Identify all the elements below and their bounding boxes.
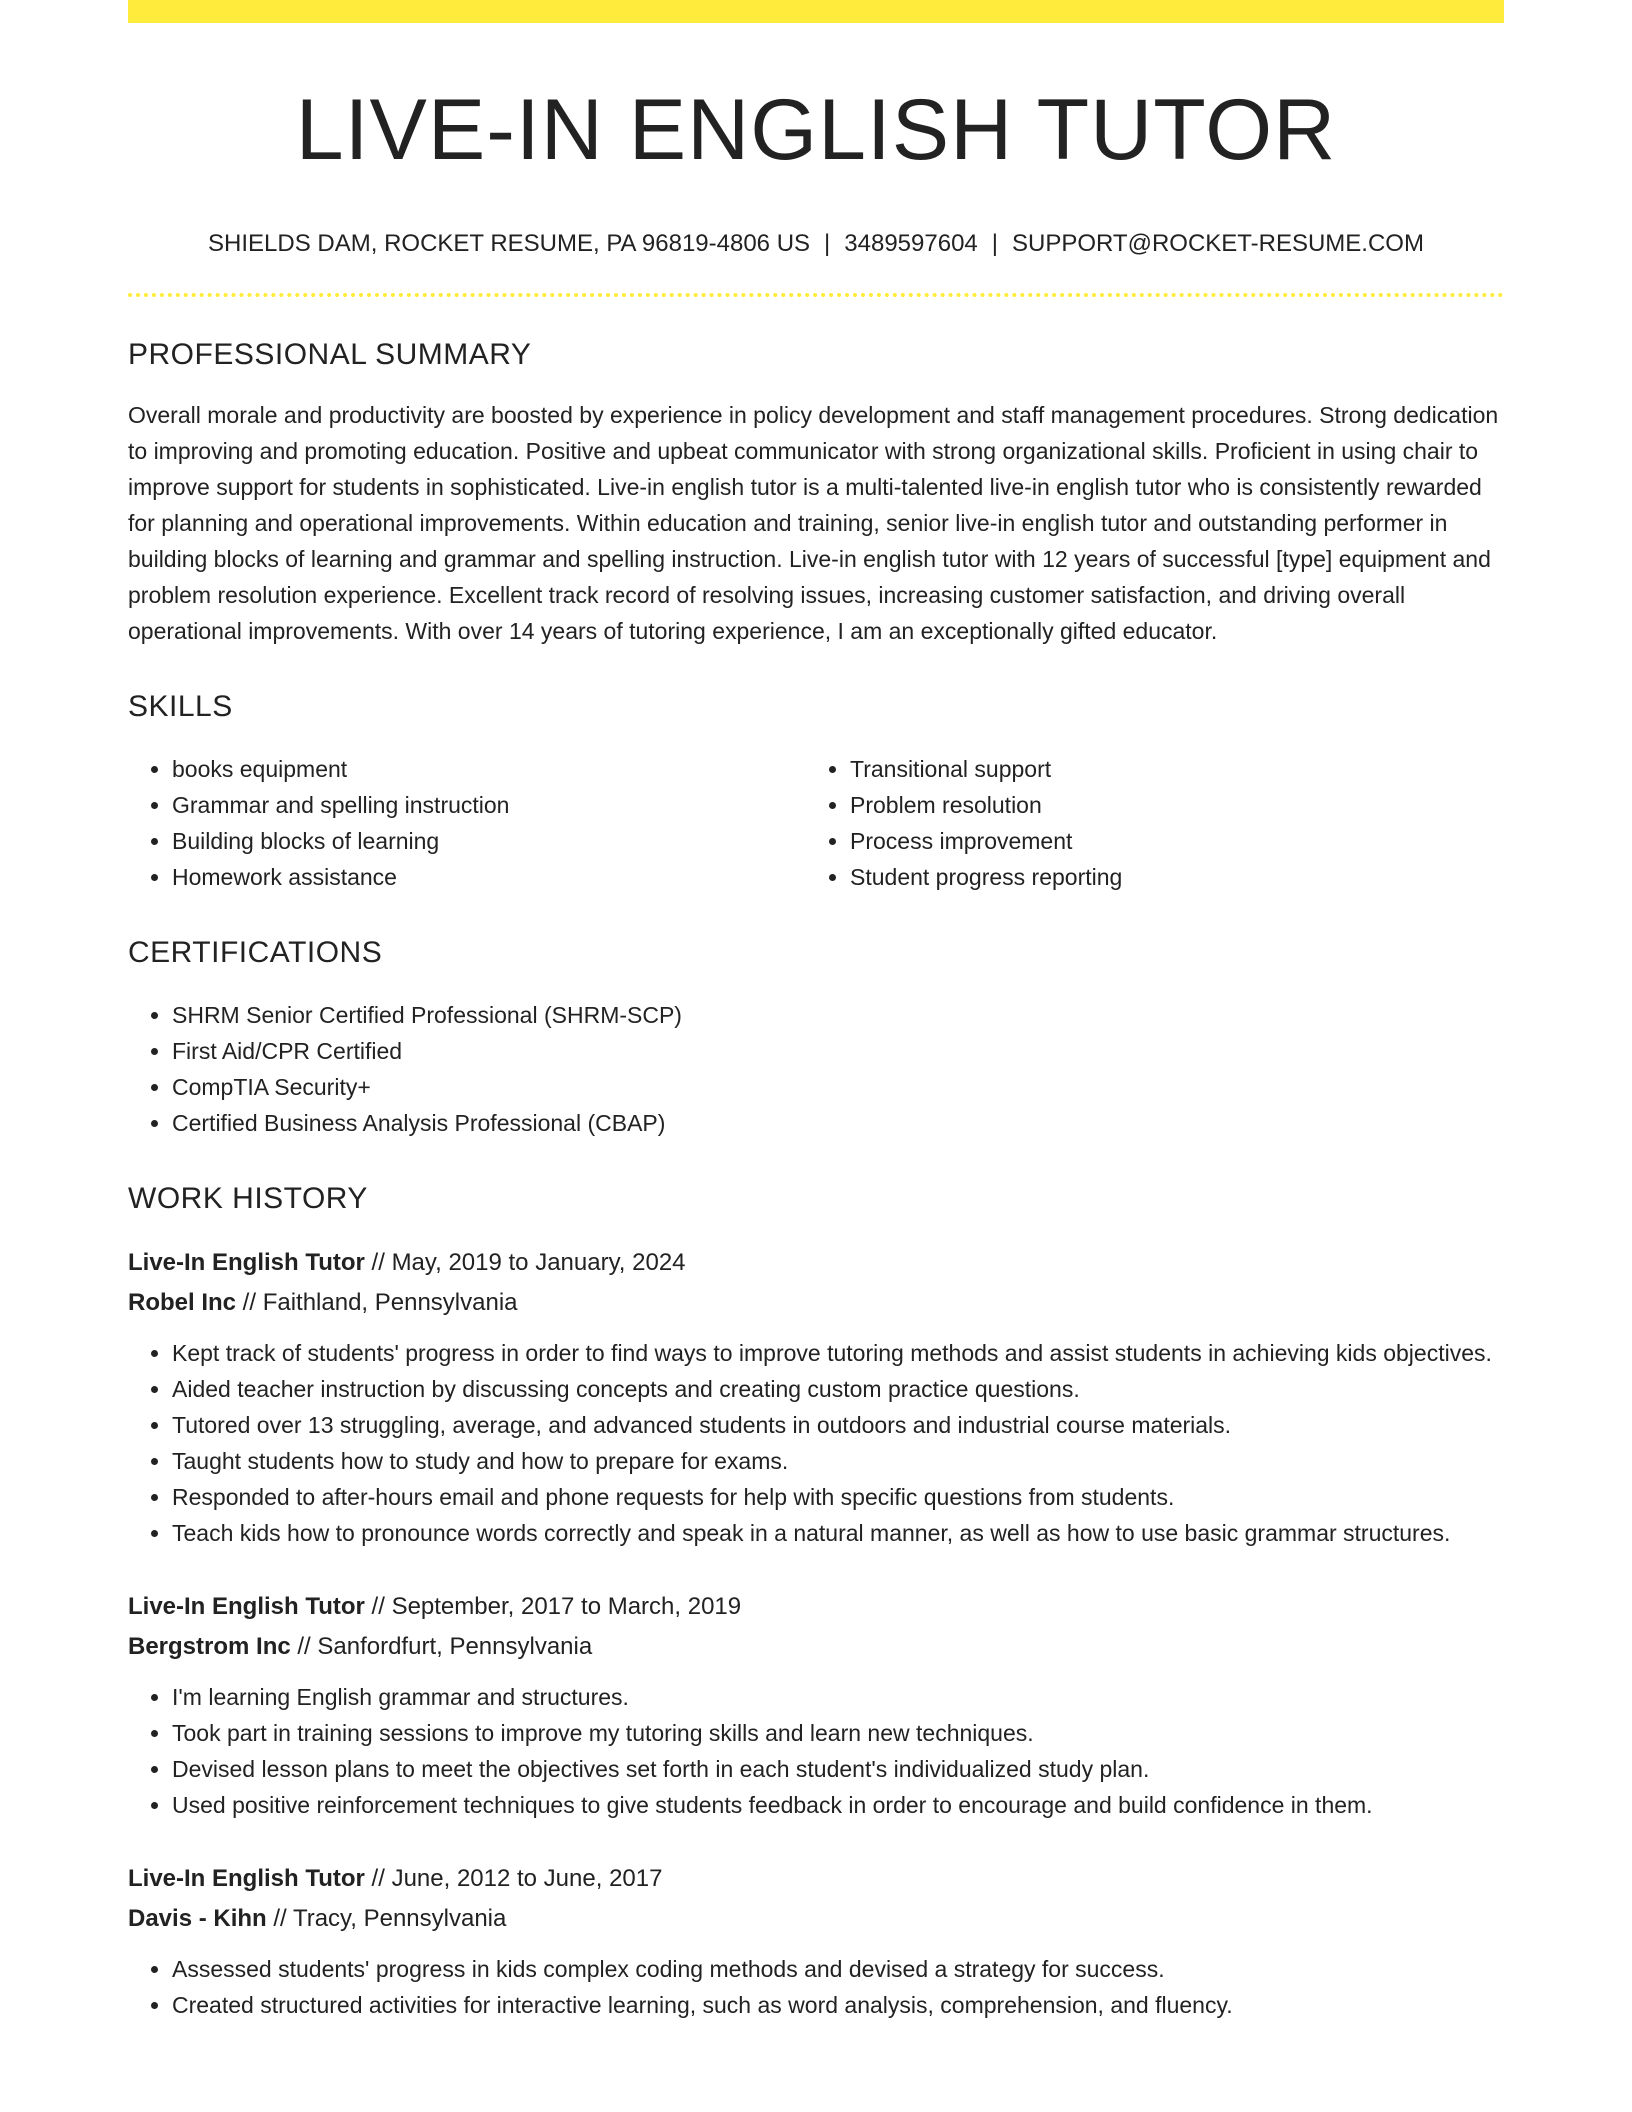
skill-item: • books equipment bbox=[172, 751, 806, 787]
skill-item: • Process improvement bbox=[850, 823, 1484, 859]
skill-item: • Building blocks of learning bbox=[172, 823, 806, 859]
job-bullet: • Used positive reinforcement techniques to give students feedback in order to encourage and build confidence in them. bbox=[172, 1787, 1504, 1823]
resume-title: LIVE-IN ENGLISH TUTOR bbox=[295, 82, 1337, 178]
skill-item: • Problem resolution bbox=[850, 787, 1484, 823]
contact-separator: | bbox=[824, 229, 831, 257]
job-title-line bbox=[128, 1243, 1504, 1283]
job-bullet: • Assessed students' progress in kids complex coding methods and devised a strategy for success. bbox=[172, 1951, 1504, 1987]
job-bullet: • Responded to after-hours email and phone requests for help with specific questions from students. bbox=[172, 1479, 1504, 1515]
skill-item: • Student progress reporting bbox=[850, 859, 1484, 895]
job-company: Bergstrom Inc bbox=[128, 1633, 291, 1661]
resume-page bbox=[128, 0, 1504, 2023]
certification-item: • CompTIA Security+ bbox=[172, 1069, 1504, 1105]
certifications-heading: CERTIFICATIONS bbox=[128, 936, 383, 970]
certification-item: • SHRM Senior Certified Professional (SHRM-SCP) bbox=[172, 997, 1504, 1033]
summary-heading: PROFESSIONAL SUMMARY bbox=[128, 338, 532, 372]
job-dates: // June, 2012 to June, 2017 bbox=[364, 1865, 663, 1893]
job-title-line bbox=[128, 1587, 1504, 1627]
job-company-line bbox=[128, 1283, 1504, 1323]
skill-item: • Grammar and spelling instruction bbox=[172, 787, 806, 823]
job-bullet: • Took part in training sessions to improve my tutoring skills and learn new techniques. bbox=[172, 1715, 1504, 1751]
job-bullet: • Aided teacher instruction by discussing concepts and creating custom practice questions. bbox=[172, 1371, 1504, 1407]
job-bullet: • Kept track of students' progress in order to find ways to improve tutoring methods and assist students in achieving kids objectives. bbox=[172, 1335, 1504, 1371]
job-role: Live-In English Tutor bbox=[128, 1249, 365, 1277]
job-entry bbox=[128, 1587, 1504, 1823]
job-bullet: • I'm learning English grammar and structures. bbox=[172, 1679, 1504, 1715]
job-company-line bbox=[128, 1627, 1504, 1667]
job-role: Live-In English Tutor bbox=[128, 1593, 365, 1621]
job-bullets bbox=[128, 1335, 1504, 1551]
certification-item: • First Aid/CPR Certified bbox=[172, 1033, 1504, 1069]
contact-phone: 3489597604 bbox=[844, 229, 978, 257]
job-bullet: • Teach kids how to pronounce words correctly and speak in a natural manner, as well as how to use basic grammar structures. bbox=[172, 1515, 1504, 1551]
skills-column-left bbox=[128, 751, 806, 895]
job-company: Davis - Kihn bbox=[128, 1905, 267, 1933]
job-location: // Faithland, Pennsylvania bbox=[236, 1289, 518, 1317]
skills-column-right bbox=[806, 751, 1484, 895]
job-company-line bbox=[128, 1899, 1504, 1939]
contact-address: SHIELDS DAM, ROCKET RESUME, PA 96819-4806 US bbox=[208, 229, 811, 257]
dotted-divider bbox=[128, 293, 1504, 297]
skills-list bbox=[128, 751, 1504, 895]
certification-item: • Certified Business Analysis Professional (CBAP) bbox=[172, 1105, 1504, 1141]
contact-email: SUPPORT@ROCKET-RESUME.COM bbox=[1012, 229, 1424, 257]
skill-item: • Transitional support bbox=[850, 751, 1484, 787]
certifications-list bbox=[128, 997, 1504, 1141]
job-bullet: • Taught students how to study and how to prepare for exams. bbox=[172, 1443, 1504, 1479]
job-bullet: • Tutored over 13 struggling, average, and advanced students in outdoors and industrial course materials. bbox=[172, 1407, 1504, 1443]
accent-top-bar bbox=[128, 0, 1504, 23]
job-dates: // September, 2017 to March, 2019 bbox=[364, 1593, 742, 1621]
contact-line bbox=[128, 230, 1504, 259]
job-role: Live-In English Tutor bbox=[128, 1865, 365, 1893]
job-bullets bbox=[128, 1951, 1504, 2023]
job-title-line bbox=[128, 1859, 1504, 1899]
skill-item: • Homework assistance bbox=[172, 859, 806, 895]
work-history-heading: WORK HISTORY bbox=[128, 1182, 368, 1216]
job-dates: // May, 2019 to January, 2024 bbox=[364, 1249, 686, 1277]
summary-text: Overall morale and productivity are boosted by experience in policy development and staff management procedures. Strong dedication to improving and promoting education. Positive and upbeat communicator with strong organizational skills. Proficient in using chair to improve support for students in sophisticated. Live-in english tutor is a multi-talented live-in english tutor who is consistently rewarded for planning and operational improvements. Within education and training, senior live-in english tutor and outstanding performer in building blocks of learning and grammar and spelling instruction. Live-in english tutor with 12 years of successful [type] equipment and problem resolution experience. Excellent track record of resolving issues, increasing customer satisfaction, and driving overall operational improvements. With over 14 years of tutoring experience, I am an exceptionally gifted educator. bbox=[128, 402, 1499, 645]
skills-heading: SKILLS bbox=[128, 690, 233, 724]
job-bullet: • Devised lesson plans to meet the objectives set forth in each student's individualized study plan. bbox=[172, 1751, 1504, 1787]
job-location: // Tracy, Pennsylvania bbox=[266, 1905, 507, 1933]
job-bullet: • Created structured activities for interactive learning, such as word analysis, comprehension, and fluency. bbox=[172, 1987, 1504, 2023]
job-entry bbox=[128, 1243, 1504, 1551]
job-location: // Sanfordfurt, Pennsylvania bbox=[290, 1633, 593, 1661]
job-bullets bbox=[128, 1679, 1504, 1823]
job-company: Robel Inc bbox=[128, 1289, 237, 1317]
job-entry bbox=[128, 1859, 1504, 2023]
contact-separator: | bbox=[991, 229, 998, 257]
